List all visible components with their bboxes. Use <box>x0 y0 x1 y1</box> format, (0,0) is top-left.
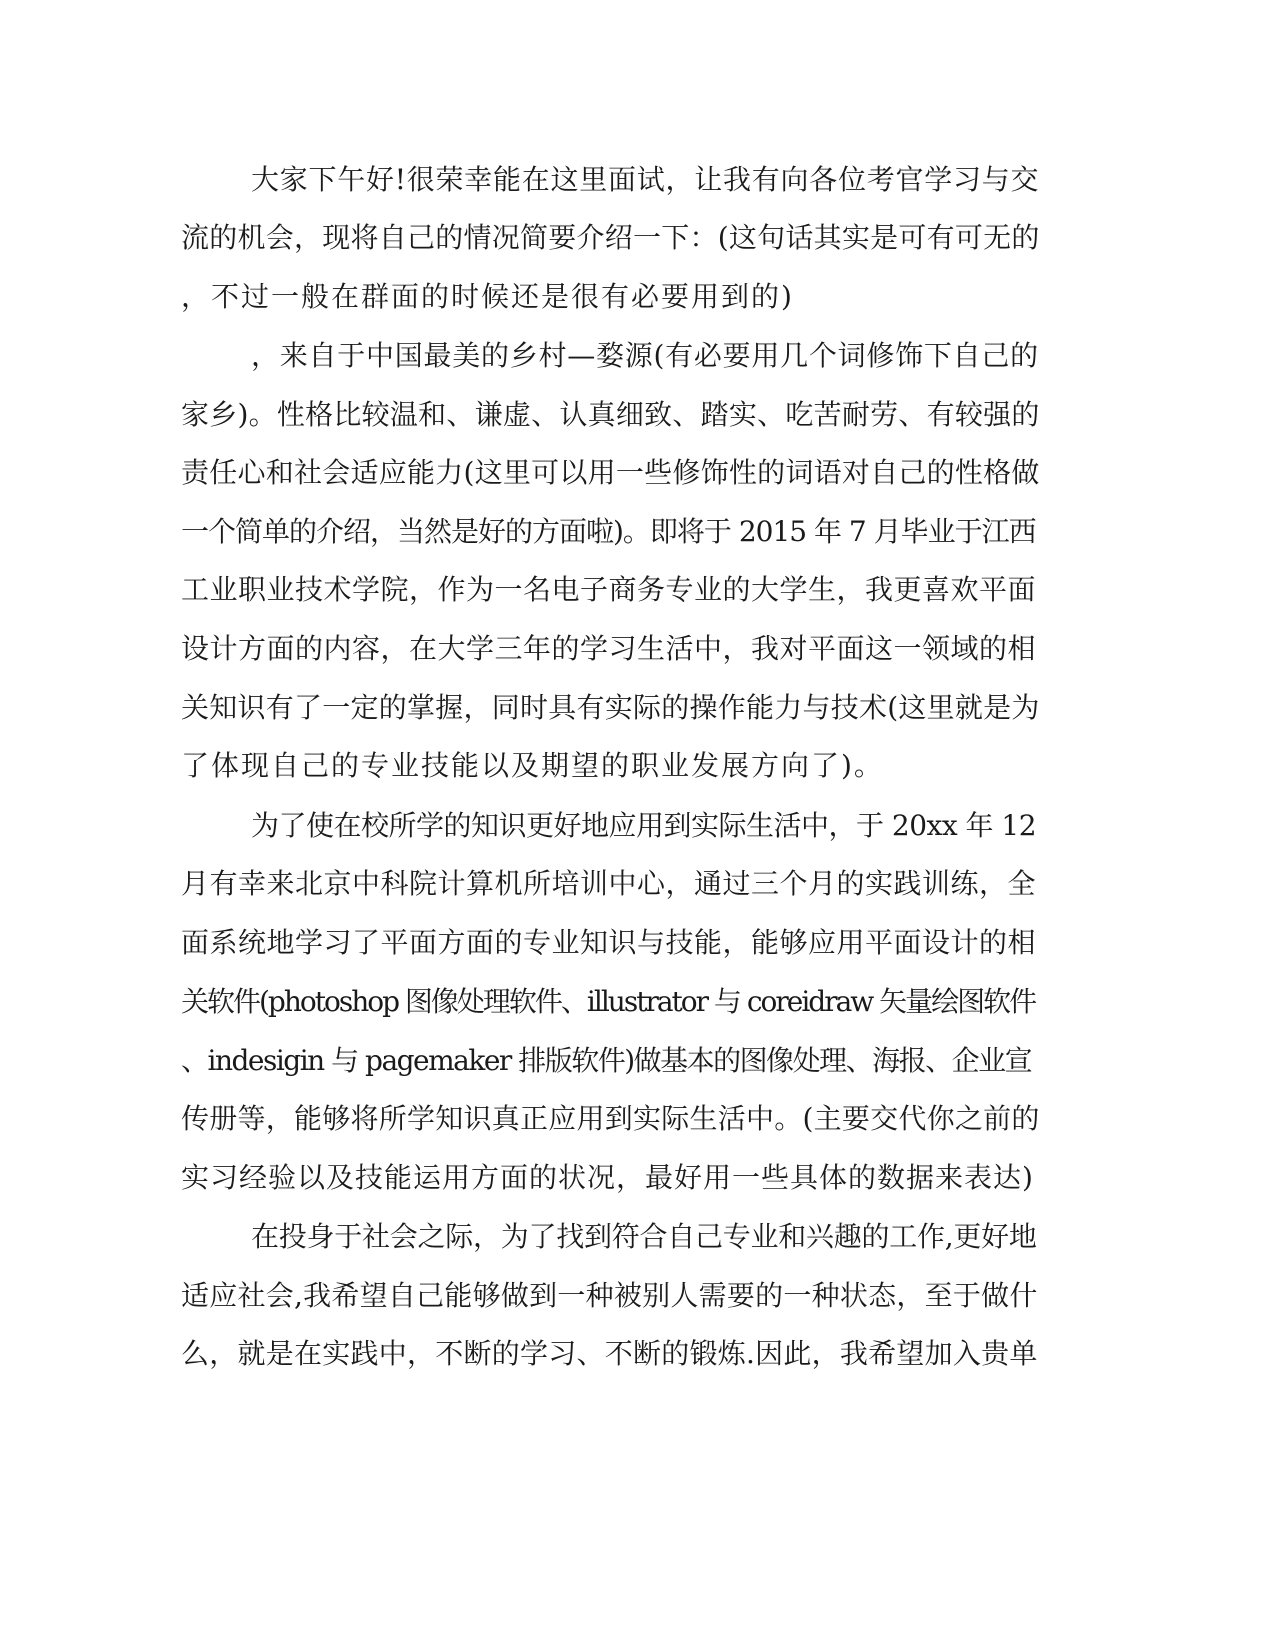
paragraph-line: 责任心和社会适应能力(这里可以用一些修饰性的词语对自己的性格做 <box>181 456 1040 489</box>
paragraph-line: ，来自于中国最美的乡村—婺源(有必要用几个词修饰下自己的 <box>251 339 1039 372</box>
paragraph-line: 一个简单的介绍，当然是好的方面啦)。即将于 2015 年 7 月毕业于江西 <box>181 515 1036 548</box>
paragraph-line: 大家下午好!很荣幸能在这里面试，让我有向各位考官学习与交 <box>251 163 1040 196</box>
paragraph-line: 流的机会，现将自己的情况简要介绍一下：(这句话其实是可有可无的 <box>181 221 1040 254</box>
paragraph-line: 、indesigin 与 pagemaker 排版软件)做基本的图像处理、海报、企业宣 <box>181 1044 1032 1077</box>
paragraph-line: 么，就是在实践中，不断的学习、不断的锻炼.因此，我希望加入贵单 <box>181 1337 1038 1370</box>
paragraph-line: ，不过一般在群面的时候还是很有必要用到的) <box>181 280 794 313</box>
paragraph-line: 关知识有了一定的掌握，同时具有实际的操作能力与技术(这里就是为 <box>181 691 1040 724</box>
paragraph-line: 了体现自己的专业技能以及期望的职业发展方向了)。 <box>181 749 884 782</box>
paragraph-line: 家乡)。性格比较温和、谦虚、认真细致、踏实、吃苦耐劳、有较强的 <box>181 398 1040 431</box>
paragraph-line: 为了使在校所学的知识更好地应用到实际生活中，于 20xx 年 12 <box>251 809 1037 842</box>
paragraph-line: 关软件(photoshop 图像处理软件、illustrator 与 coreidraw 矢量绘图软件 <box>181 985 1036 1018</box>
paragraph-line: 设计方面的内容，在大学三年的学习生活中，我对平面这一领域的相 <box>181 632 1037 665</box>
paragraph-line: 实习经验以及技能运用方面的状况，最好用一些具体的数据来表达) <box>181 1161 1034 1194</box>
paragraph-line: 工业职业技术学院，作为一名电子商务专业的大学生，我更喜欢平面 <box>181 573 1037 606</box>
paragraph-line: 在投身于社会之际，为了找到符合自己专业和兴趣的工作,更好地 <box>251 1220 1037 1253</box>
paragraph-line: 月有幸来北京中科院计算机所培训中心，通过三个月的实践训练，全 <box>181 867 1037 900</box>
paragraph-line: 面系统地学习了平面方面的专业知识与技能，能够应用平面设计的相 <box>181 926 1037 959</box>
paragraph-line: 适应社会,我希望自己能够做到一种被别人需要的一种状态，至于做什 <box>181 1279 1038 1312</box>
paragraph-line: 传册等，能够将所学知识真正应用到实际生活中。(主要交代你之前的 <box>181 1102 1040 1135</box>
